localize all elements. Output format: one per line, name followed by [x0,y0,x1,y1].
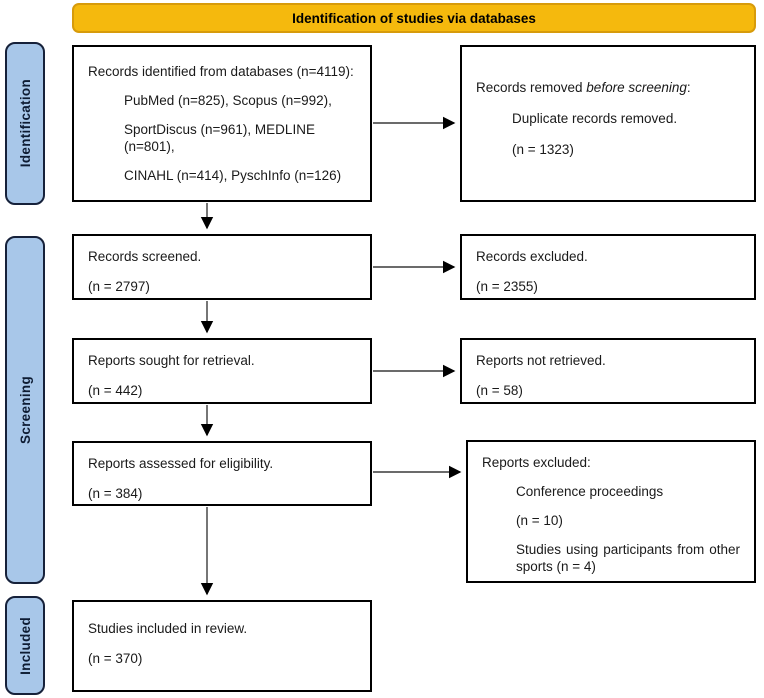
box-line: (n = 58) [476,383,523,398]
box-line: (n = 370) [88,651,143,666]
box-line-text: : [686,80,691,95]
box-line: CINAHL (n=414), PyschInfo (n=126) [124,168,342,183]
box-line: Records excluded. [476,249,588,264]
box-line: PubMed (n=825), Scopus (n=992), [124,93,332,108]
stage-label-identification [5,42,45,205]
box-line: Studies using participants from other sports (n = 4) [516,542,740,574]
box-records-identified [72,45,372,202]
box-reports-not-retrieved [460,338,756,404]
box-line: Conference proceedings [516,484,664,499]
box-line: (n = 2797) [88,279,150,294]
stage-label-screening [5,236,45,584]
box-line-italic-text: before screening [586,80,687,95]
box-line [476,79,740,96]
box-records-excluded [460,234,756,300]
stage-label-included-text: Included [17,616,33,675]
box-reports-assessed [72,441,372,506]
box-line: Records screened. [88,249,202,264]
box-line: (n = 1323) [512,142,574,157]
box-reports-sought [72,338,372,404]
box-line: Reports excluded: [482,455,591,470]
box-records-removed [460,45,756,202]
box-line: (n = 442) [88,383,143,398]
box-line: (n = 384) [88,486,143,501]
box-line: Studies included in review. [88,621,248,636]
box-line: Records identified from databases (n=4119): [88,64,354,79]
stage-label-identification-text: Identification [17,79,33,168]
stage-label-included [5,596,45,695]
box-line: Duplicate records removed. [512,111,678,126]
diagram-title: Identification of studies via databases [292,10,536,26]
box-line: Reports sought for retrieval. [88,353,255,368]
box-line-text: Records removed [476,80,587,95]
stage-label-screening-text: Screening [17,376,33,444]
box-line: (n = 10) [516,513,563,528]
box-line: Reports not retrieved. [476,353,606,368]
box-records-screened [72,234,372,300]
box-studies-included [72,600,372,692]
box-line: SportDiscus (n=961), MEDLINE (n=801), [124,122,315,154]
box-reports-excluded [466,440,756,583]
box-line: Reports assessed for eligibility. [88,456,274,471]
diagram-title-banner [72,3,756,33]
box-line: (n = 2355) [476,279,538,294]
